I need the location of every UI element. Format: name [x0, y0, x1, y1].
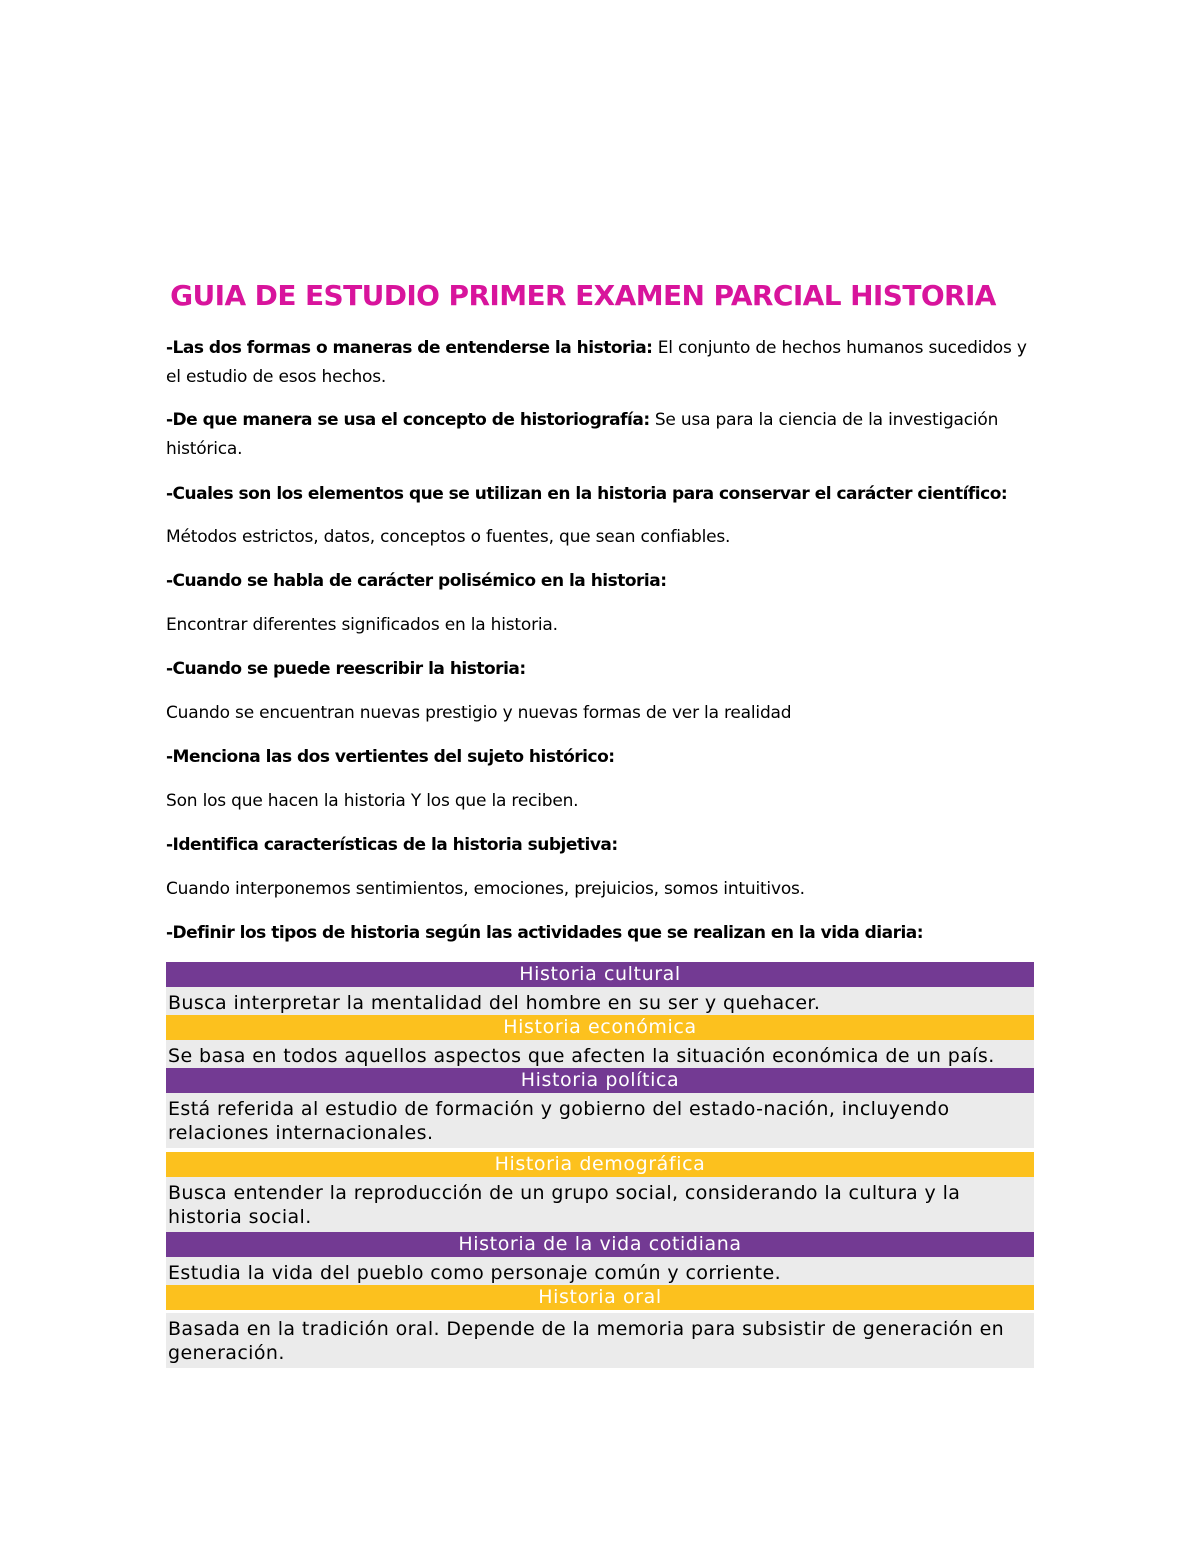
history-types-table [166, 962, 1034, 1368]
type-heading-economica: Historia económica [166, 1015, 1034, 1040]
document-title: GUIA DE ESTUDIO PRIMER EXAMEN PARCIAL HISTORIA [170, 279, 996, 312]
type-heading-politica: Historia política [166, 1068, 1034, 1093]
type-description-economica: Se basa en todos aquellos aspectos que afecten la situación económica de un país. [166, 1040, 1034, 1068]
answer-6: Son los que hacen la historia Y los que la reciben. [166, 791, 579, 811]
type-heading-vida-cotidiana: Historia de la vida cotidiana [166, 1232, 1034, 1257]
type-description-vida-cotidiana: Estudia la vida del pueblo como personaje común y corriente. [166, 1257, 1034, 1285]
answer-3: Métodos estrictos, datos, conceptos o fuentes, que sean confiables. [166, 527, 731, 547]
type-description-cultural: Busca interpretar la mentalidad del hombre en su ser y quehacer. [166, 987, 1034, 1015]
answer-7: Cuando interponemos sentimientos, emociones, prejuicios, somos intuitivos. [166, 879, 805, 899]
answer-5: Cuando se encuentran nuevas prestigio y nuevas formas de ver la realidad [166, 703, 792, 723]
type-heading-cultural: Historia cultural [166, 962, 1034, 987]
question-3: -Cuales son los elementos que se utilizan en la historia para conservar el carácter científico: [166, 484, 1008, 504]
type-heading-demografica: Historia demográfica [166, 1152, 1034, 1177]
question-6: -Menciona las dos vertientes del sujeto histórico: [166, 747, 615, 767]
question-1: -Las dos formas o maneras de entenderse la historia: [166, 338, 653, 358]
question-5: -Cuando se puede reescribir la historia: [166, 659, 526, 679]
qa-item-2 [166, 406, 1046, 464]
type-description-oral: Basada en la tradición oral. Depende de la memoria para subsistir de generación en generación. [166, 1313, 1034, 1368]
type-heading-oral: Historia oral [166, 1285, 1034, 1310]
types-question: -Definir los tipos de historia según las actividades que se realizan en la vida diaria: [166, 923, 924, 943]
answer-4: Encontrar diferentes significados en la historia. [166, 615, 558, 635]
answer-2: Se usa para la ciencia de la investigación histórica. [166, 410, 999, 459]
type-description-demografica: Busca entender la reproducción de un grupo social, considerando la cultura y la historia social. [166, 1177, 1034, 1232]
question-2: -De que manera se usa el concepto de historiografía: [166, 410, 650, 430]
type-description-politica: Está referida al estudio de formación y gobierno del estado-nación, incluyendo relaciones internacionales. [166, 1093, 1034, 1148]
question-7: -Identifica características de la historia subjetiva: [166, 835, 618, 855]
qa-item-1 [166, 334, 1046, 392]
question-4: -Cuando se habla de carácter polisémico en la historia: [166, 571, 667, 591]
answer-1: El conjunto de hechos humanos sucedidos y el estudio de esos hechos. [166, 338, 1027, 387]
